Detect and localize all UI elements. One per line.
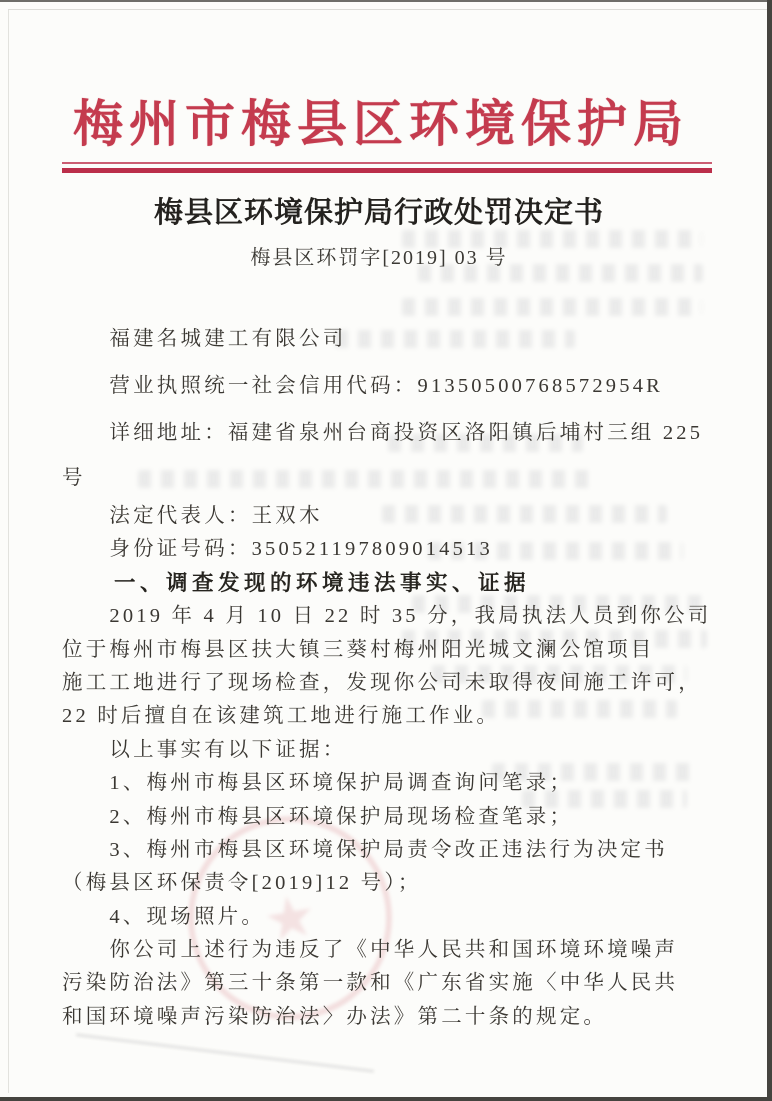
bleedthrough-text-row: [402, 298, 702, 316]
document-line: 和国环境噪声污染防治法〉办法》第二十条的规定。: [62, 1005, 608, 1028]
document-line: 详细地址：福建省泉州台商投资区洛阳镇后埔村三组 225: [62, 422, 704, 444]
document-line: 3、梅州市梅县区环境保护局责令改正违法行为决定书: [62, 838, 668, 861]
document-line: 2、梅州市梅县区环境保护局现场检查笔录；: [62, 805, 574, 828]
paper-crease: [76, 1034, 374, 1073]
document-line: 以上事实有以下证据：: [62, 738, 347, 761]
document-line: 污染防治法》第三十条第一款和《广东省实施〈中华人民共: [62, 972, 679, 995]
document-line: 1、梅州市梅县区环境保护局调查询问笔录；: [62, 772, 574, 795]
document-line: （梅县区环保责令[2019]12 号）；: [62, 872, 422, 895]
document-line: 营业执照统一社会信用代码：91350500768572954R: [62, 375, 664, 397]
scan-edge-bottom: [0, 1097, 772, 1101]
document-line: 22 时后擅自在该建筑工地进行施工作业。: [62, 705, 501, 728]
letterhead-rule-thick: [62, 168, 712, 173]
document-line: 4、现场照片。: [62, 905, 266, 928]
scan-edge-left: [8, 10, 9, 1093]
star-icon: ★: [258, 881, 322, 956]
scan-edge-top: [0, 0, 772, 2]
letterhead-rule-thin: [62, 162, 712, 164]
document-line: 福建名城建工有限公司: [62, 328, 347, 350]
letterhead-agency-title: 梅州市梅县区环境保护局: [73, 96, 689, 152]
section-heading: 一、调查发现的环境违法事实、证据: [62, 570, 531, 595]
document-line: 身份证号码：350521197809014513: [62, 538, 493, 561]
document-line: 施工工地进行了现场检查，发现你公司未取得夜间施工许可，: [62, 671, 702, 694]
document-line: 位于梅州市梅县区扶大镇三葵村梅州阳光城文澜公馆项目: [62, 638, 655, 661]
scan-edge-top-faint: [8, 9, 772, 10]
document-line: 2019 年 4 月 10 日 22 时 35 分，我局执法人员到你公司: [62, 605, 712, 628]
scan-edge-right: [767, 0, 772, 1101]
document-title: 梅县区环境保护局行政处罚决定书: [153, 197, 604, 229]
document-body: [62, 316, 732, 1034]
document-number: 梅县区环罚字[2019] 03 号: [250, 247, 508, 269]
document-line: 号: [62, 467, 86, 489]
document-line: 法定代表人：王双木: [62, 505, 323, 527]
document-line: 你公司上述行为违反了《中华人民共和国环境环境噪声: [62, 939, 679, 962]
